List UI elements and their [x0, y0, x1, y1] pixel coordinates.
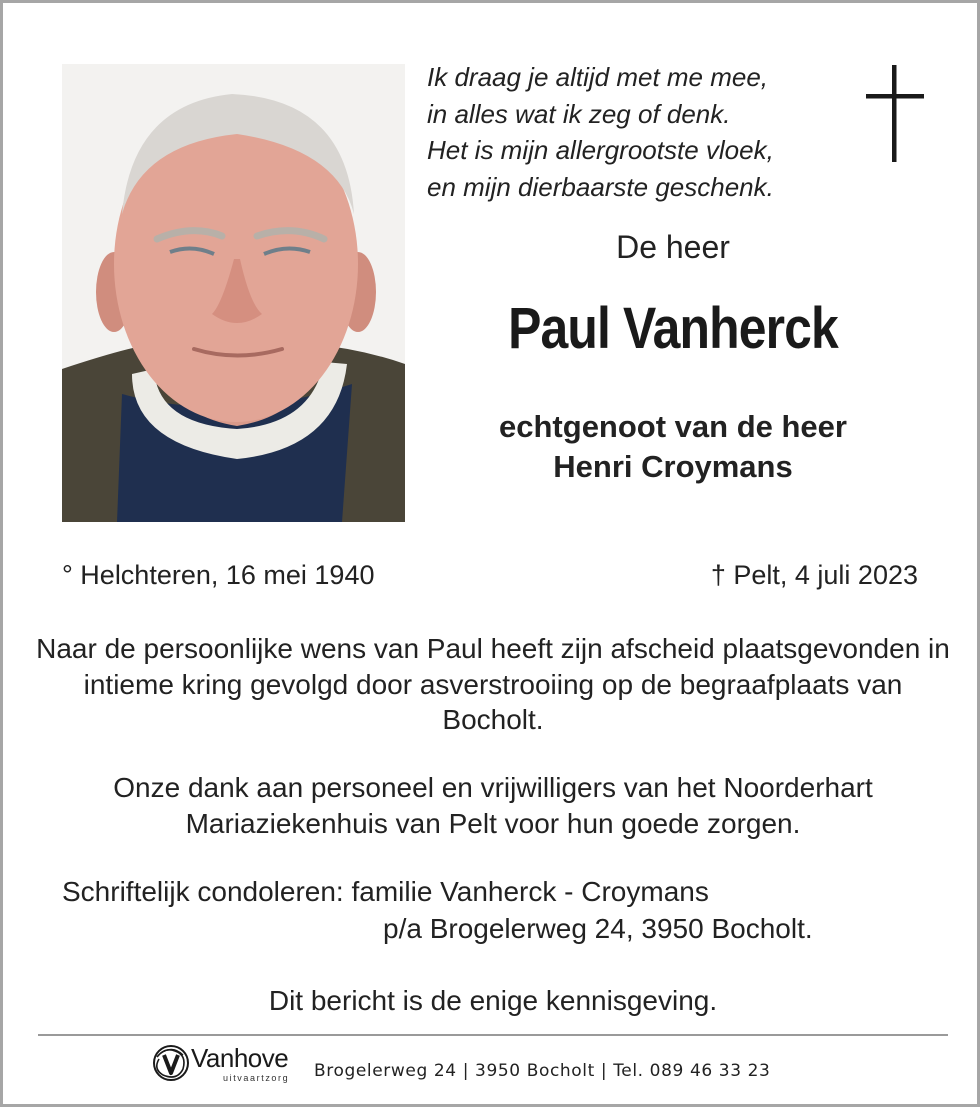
poem-line: Het is mijn allergrootste vloek,: [427, 135, 774, 165]
portrait-photo: [62, 64, 405, 522]
brand-name: Vanhove: [191, 1043, 289, 1073]
spouse-name: Henri Croymans: [553, 449, 793, 484]
salutation: De heer: [616, 229, 730, 265]
condolence-address: p/a Brogelerweg 24, 3950 Bocholt.: [383, 913, 813, 944]
poem: [427, 59, 847, 205]
birth-info: ° Helchteren, 16 mei 1940: [62, 560, 375, 590]
brand-subtitle: uitvaartzorg: [223, 1073, 290, 1083]
poem-line: en mijn dierbaarste geschenk.: [427, 171, 774, 202]
deceased-name: Paul Vanherck: [508, 296, 838, 361]
poem-line: in alles wat ik zeg of denk.: [427, 98, 731, 129]
footer-contact: Brogelerweg 24 | 3950 Bocholt | Tel. 089 46 33 23: [314, 1061, 771, 1081]
farewell-paragraph: Naar de persoonlijke wens van Paul heeft zijn afscheid plaatsgevonden in intieme kring gevolgd door asverstrooiing op de begraafplaats van Bocholt.: [36, 633, 950, 735]
poem-line: Ik draag je altijd met me mee,: [427, 62, 769, 92]
death-info: † Pelt, 4 juli 2023: [710, 560, 918, 590]
relation-text: echtgenoot van de heer: [499, 409, 847, 444]
notice-text: Dit bericht is de enige kennisgeving.: [268, 985, 718, 1016]
divider: [38, 1034, 948, 1036]
condolence-line: Schriftelijk condoleren: familie Vanherck - Croymans: [62, 876, 709, 907]
spouse-block: [463, 407, 883, 487]
vanhove-logo-icon: [151, 1043, 191, 1088]
thanks-paragraph: Onze dank aan personeel en vrijwilligers van het Noorderhart Mariaziekenhuis van Pelt voor hun goede zorgen.: [113, 772, 873, 839]
cross-icon: [866, 65, 924, 167]
